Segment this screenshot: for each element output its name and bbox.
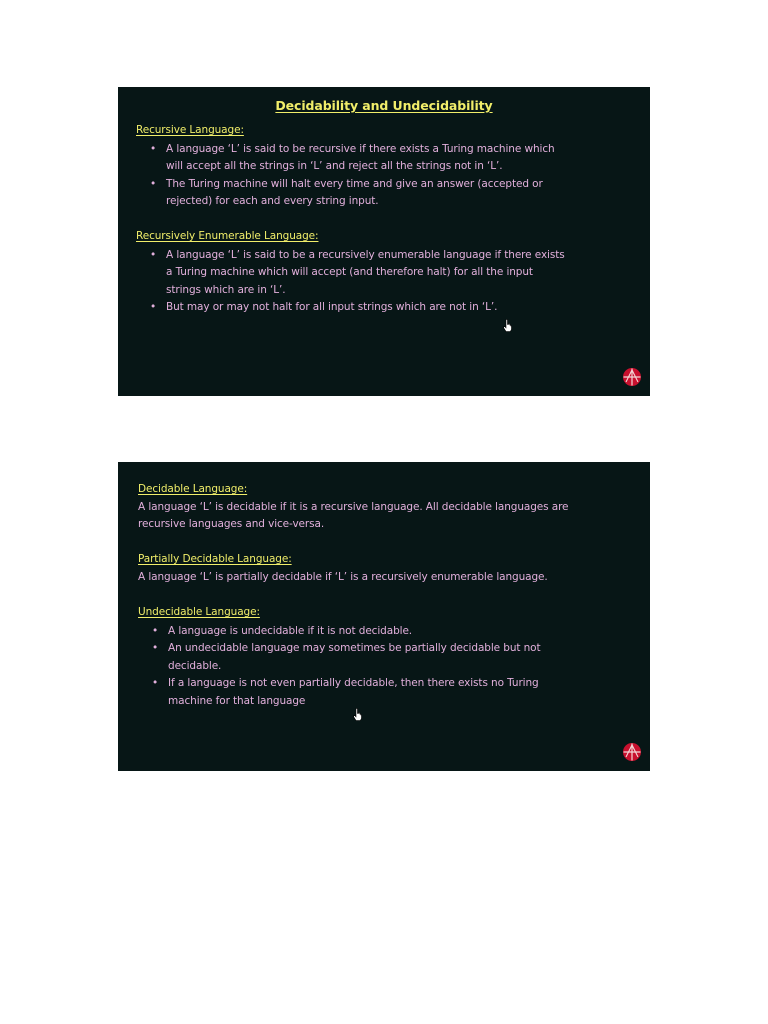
- recursive-language-bullets: [136, 141, 570, 211]
- partially-decidable-text: A language ‘L’ is partially decidable if ‘L’ is a recursively enumerable language.: [138, 570, 548, 583]
- recursively-enumerable-heading: Recursively Enumerable Language:: [136, 230, 319, 242]
- list-item: • A language ‘L’ is said to be a recursively enumerable language if there exists a Turing machine which will accept (and therefore halt) for all the input strings which are in ‘L’.: [166, 247, 570, 300]
- slide-decidability: [118, 87, 650, 396]
- hand-cursor-icon: [353, 708, 362, 721]
- decidable-language-section: [138, 481, 570, 534]
- decidable-language-heading: Decidable Language:: [138, 483, 248, 495]
- neso-logo-icon: [622, 742, 642, 762]
- recursively-enumerable-section: [136, 228, 570, 317]
- list-item: • An undecidable language may sometimes be partially decidable but not decidable.: [168, 640, 570, 675]
- list-item: • If a language is not even partially decidable, then there exists no Turing machine for that language: [168, 675, 570, 710]
- list-item: • The Turing machine will halt every time and give an answer (accepted or rejected) for each and every string input.: [166, 176, 570, 211]
- slide-decidable-languages: [118, 462, 650, 771]
- decidable-language-text: A language ‘L’ is decidable if it is a recursive language. All decidable languages are recursive languages and vice-versa.: [138, 500, 569, 530]
- undecidable-language-bullets: [138, 623, 570, 711]
- partially-decidable-section: [138, 551, 610, 586]
- recursive-language-heading: Recursive Language:: [136, 124, 244, 136]
- undecidable-language-section: [138, 604, 570, 710]
- neso-logo-icon: [622, 367, 642, 387]
- list-item: • A language ‘L’ is said to be recursive if there exists a Turing machine which will accept all the strings in ‘L’ and reject all the strings not in ‘L’.: [166, 141, 570, 176]
- list-item: • But may or may not halt for all input strings which are not in ‘L’.: [166, 299, 570, 317]
- undecidable-language-heading: Undecidable Language:: [138, 606, 260, 618]
- list-item: • A language is undecidable if it is not decidable.: [168, 623, 570, 641]
- partially-decidable-heading: Partially Decidable Language:: [138, 553, 292, 565]
- recursive-language-section: [136, 122, 570, 211]
- recursively-enumerable-bullets: [136, 247, 570, 317]
- slide-title: Decidability and Undecidability: [275, 98, 493, 113]
- hand-cursor-icon: [503, 319, 512, 332]
